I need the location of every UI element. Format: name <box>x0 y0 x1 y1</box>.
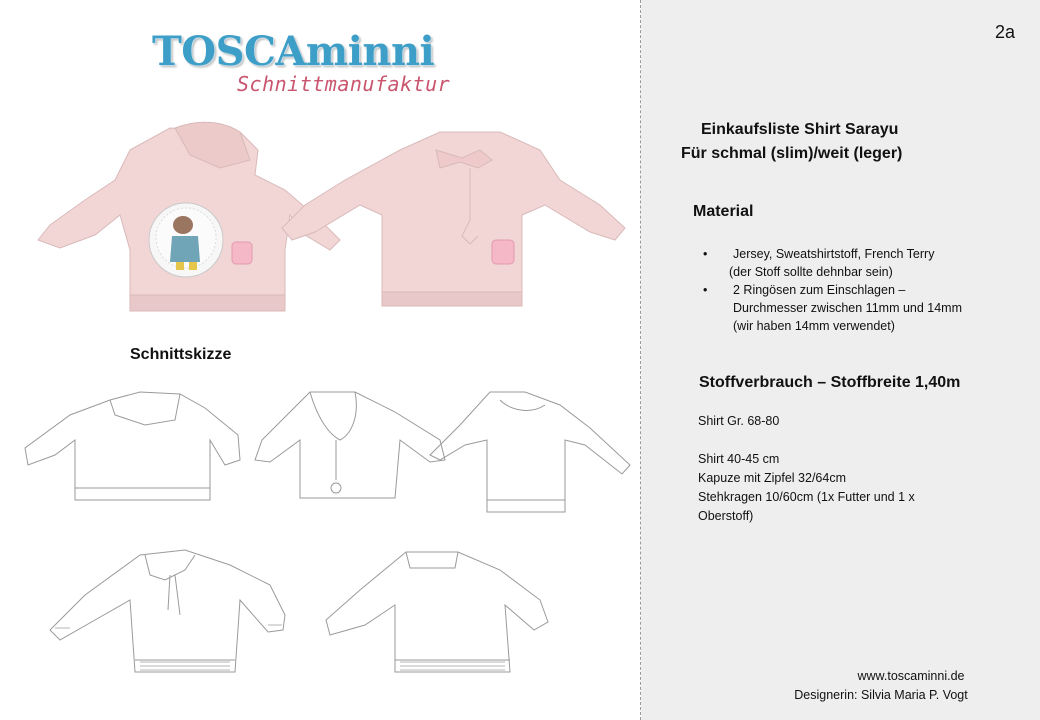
material-item <box>699 245 1029 281</box>
fabric-usage-heading: Stoffverbrauch – Stoffbreite 1,40m <box>699 374 961 391</box>
fabric-usage-list <box>698 412 1008 526</box>
sketch-heading: Schnittskizze <box>130 346 232 363</box>
shopping-list-title: Einkaufsliste Shirt Sarayu <box>701 121 899 138</box>
material-line: • 2 Ringösen zum Einschlagen – <box>733 283 906 297</box>
fabric-usage-line <box>698 431 1008 450</box>
material-line: Durchmesser zwischen 11mm und 14mm <box>733 301 963 315</box>
material-item <box>699 281 1029 335</box>
material-heading: Material <box>693 203 754 220</box>
ribbing-marks <box>55 625 505 670</box>
fabric-usage-line: Oberstoff) <box>698 509 754 523</box>
flat-sketch-row1 <box>25 392 630 512</box>
shopping-list-subtitle: Für schmal (slim)/weit (leger) <box>681 145 903 162</box>
fabric-usage-line: Kapuze mit Zipfel 32/64cm <box>698 471 846 485</box>
flat-sketch-row2 <box>50 550 548 672</box>
right-panel <box>641 0 1040 720</box>
material-line: • Jersey, Sweatshirtstoff, French Terry <box>733 247 935 261</box>
fabric-usage-line: Shirt Gr. 68-80 <box>698 414 780 428</box>
brand-logo: TOSCAminni <box>152 28 435 75</box>
back-shirt-illustration <box>282 132 625 306</box>
material-line: (wir haben 14mm verwendet) <box>733 319 895 333</box>
material-list <box>699 245 1029 335</box>
page-number: 2a <box>994 22 1015 42</box>
fabric-usage-line: Shirt 40-45 cm <box>698 452 780 466</box>
fabric-usage-line: Stehkragen 10/60cm (1x Futter und 1 x <box>698 490 915 504</box>
brand-tagline: Schnittmanufaktur <box>237 72 451 96</box>
designer-text: Designerin: Silvia Maria P. Vogt <box>794 688 968 702</box>
material-line: (der Stoff sollte dehnbar sein) <box>729 265 893 279</box>
footer <box>781 667 1040 705</box>
website-text: www.toscaminni.de <box>857 669 965 683</box>
